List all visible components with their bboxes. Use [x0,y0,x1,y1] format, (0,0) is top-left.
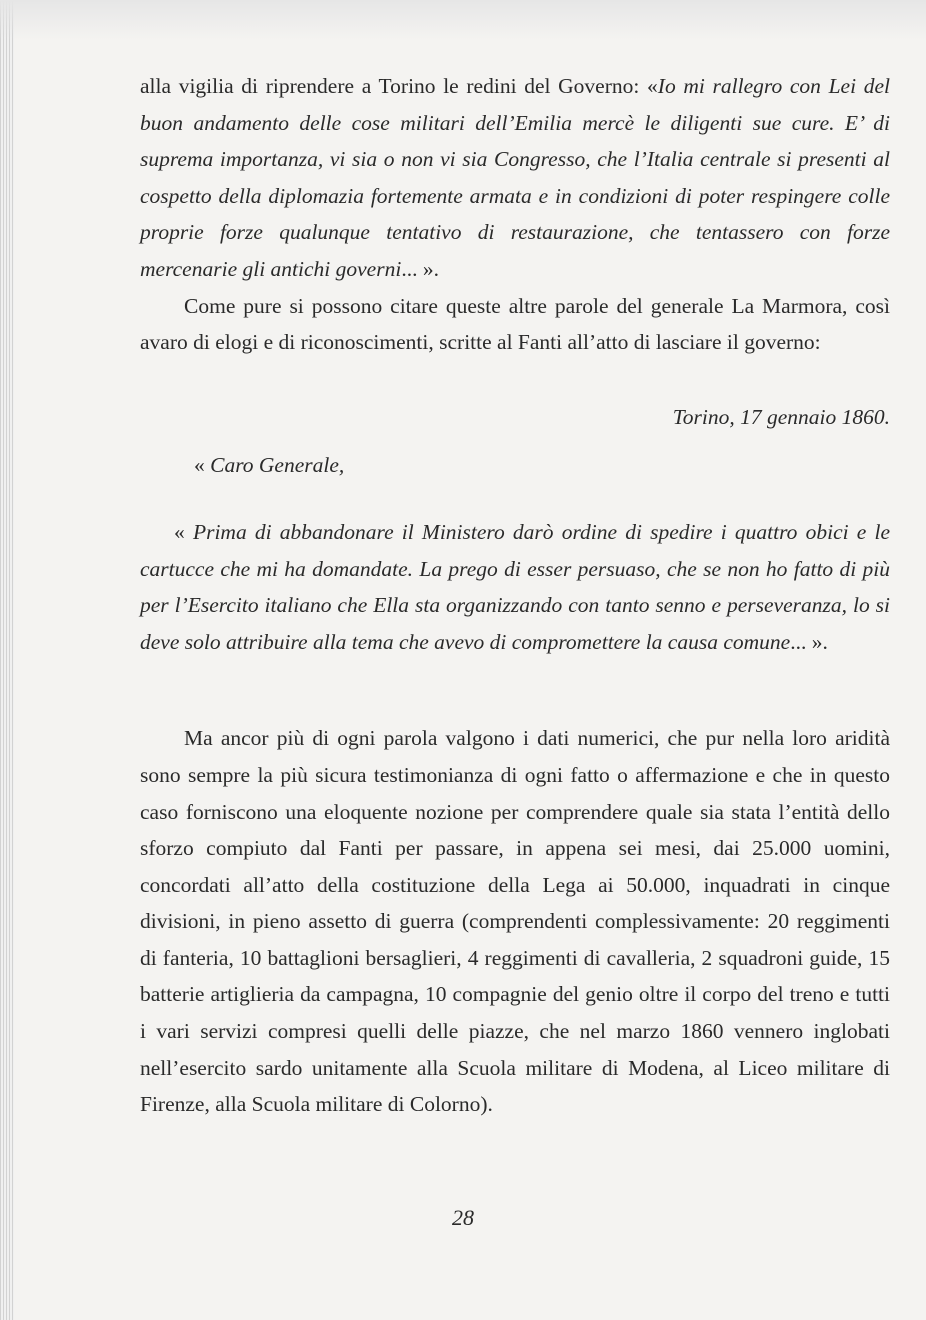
paragraph-lead-text: alla vigilia di riprendere a Torino le redini del Governo: « [140,74,658,98]
page-body [140,68,890,1123]
page-top-shadow [0,0,926,40]
quoted-letter-text: Io mi rallegro con Lei del buon andamento delle cose militari dell’Emilia mercè le diligenti sue cure. E’ di suprema importanza, vi sia o non vi sia Congresso, che l’Italia centrale si presenti al cospetto della diplomazia fortemente armata e in condizioni di poter respingere colle proprie forze qualunque tentativo di restaurazione, che tentassero con forze mercenarie gli antichi governi [140,74,890,281]
paragraph-quote-governo [140,68,890,288]
page-number: 28 [452,1205,474,1230]
paragraph-la-marmora: Come pure si possono citare queste altre parole del generale La Marmora, così avaro di elogi e di riconoscimenti, scritte al Fanti all’atto di lasciare il governo: [140,293,890,355]
letter-closing: ... ». [790,629,828,654]
letter-body [140,514,890,660]
quote-closing: ... ». [401,256,439,281]
salutation-quote-mark: « [194,453,211,478]
salutation-text: Caro Generale, [210,453,345,478]
letter-salutation [140,447,890,484]
letter-body-text: Prima di abbandonare il Ministero darò ordine di spedire i quattro obici e le cartucce che mi ha domandate. La prego di esser persuaso, che se non ho fatto di più per l’Esercito italiano che Ella sta organizzando con tanto senno e perseveranza, lo si deve solo attribuire alla tema che avevo di compromettere la causa comune [140,519,890,654]
book-binding-edge [0,0,14,1320]
letter-date: Torino, 17 gennaio 1860. [672,404,890,429]
paragraph-dati-numerici: Ma ancor più di ogni parola valgono i dati numerici, che pur nella loro aridità sono sempre la più sicura testimonianza di ogni fatto o affermazione e che in questo caso forniscono una eloquente nozione per comprendere quale sia stata l’entità dello sforzo compiuto dal Fanti per passare, in appena sei mesi, dai 25.000 uomini, concordati all’atto della costituzione della Lega ai 50.000, inquadrati in cinque divisioni, in pieno assetto di guerra (comprendenti complessivamente: 20 reggimenti di fanteria, 10 battaglioni bersaglieri, 4 reggimenti di cavalleria, 2 squadroni guide, 15 batterie artiglieria da campagna, 10 compagnie del genio oltre il corpo del treno e tutti i vari servizi compresi quelli delle piazze, che nel marzo 1860 vennero inglobati nell’esercito sardo unitamente alla Scuola militare di Modena, al Liceo militare di Firenze, alla Scuola militare di Colorno). [140,726,890,1117]
letter-quote-mark: « [174,519,193,544]
